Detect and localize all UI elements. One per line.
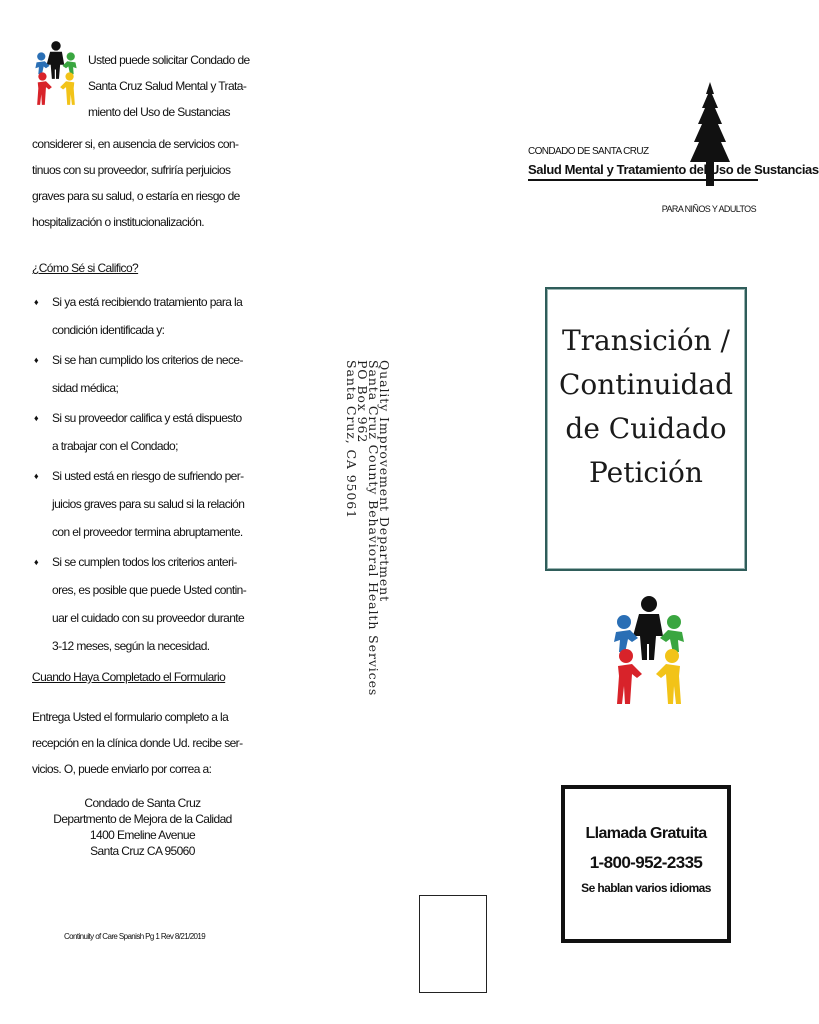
people-circle-icon <box>32 40 80 106</box>
title-line: Petición <box>589 456 703 489</box>
delivery-paragraph <box>32 704 242 782</box>
brand-logo <box>520 82 819 222</box>
phone-note: Se hablan varios idiomas <box>581 881 711 895</box>
bullet-text: sidad médica; <box>52 381 119 395</box>
list-item <box>32 404 247 460</box>
bullet-text: 3-12 meses, según la necesidad. <box>52 639 210 653</box>
return-address-line: Santa Cruz County Behavioral Health Services <box>366 360 381 697</box>
bullet-text: Si usted está en riesgo de sufriendo per- <box>52 469 244 483</box>
address-line: Condado de Santa Cruz <box>84 796 201 810</box>
address-line: Santa Cruz CA 95060 <box>90 844 195 858</box>
revision-footer: Continuity of Care Spanish Pg 1 Rev 8/21/2019 <box>64 932 206 941</box>
brand-subtitle: PARA NIÑOS Y ADULTOS <box>661 204 756 214</box>
bullet-text: juicios graves para su salud si la relación <box>52 497 245 511</box>
qualify-heading: ¿Cómo Sé si Califico? <box>32 261 139 275</box>
bullet-text: Si se han cumplido los criterios de nece- <box>52 353 243 367</box>
title-panel <box>545 287 747 571</box>
intro-line: Usted puede solicitar Condado de <box>88 53 250 67</box>
return-address-line: Quality Improvement Department <box>377 360 392 603</box>
intro-line: hospitalización o institucionalización. <box>32 215 205 229</box>
return-address <box>346 360 390 696</box>
brand-name: Salud Mental y Tratamiento del Uso de Sustancias <box>528 162 819 177</box>
diamond-bullet-icon: ♦ <box>34 557 38 567</box>
bullet-text: Si su proveedor califica y está dispuesto <box>52 411 242 425</box>
intro-line: miento del Uso de Sustancias <box>88 105 230 119</box>
list-item <box>32 548 247 660</box>
people-circle-icon <box>612 594 686 706</box>
brand-county: CONDADO DE SANTA CRUZ <box>528 146 649 157</box>
brand-divider <box>528 179 758 181</box>
bullet-text: ores, es posible que puede Usted contin- <box>52 583 247 597</box>
phone-number: 1-800-952-2335 <box>589 853 703 872</box>
bullet-text: uar el cuidado con su proveedor durante <box>52 611 245 625</box>
title-line: de Cuidado <box>565 412 727 445</box>
list-item <box>32 288 247 344</box>
criteria-list <box>32 288 247 662</box>
intro-line: tinuos con su proveedor, sufriría perjuicios <box>32 163 231 177</box>
bullet-text: Si se cumplen todos los criterios anteri- <box>52 555 237 569</box>
delivery-line: recepción en la clínica donde Ud. recibe ser- <box>32 736 243 750</box>
bullet-text: con el proveedor termina abruptamente. <box>52 525 243 539</box>
left-panel <box>0 0 250 1024</box>
diamond-bullet-icon: ♦ <box>34 355 38 365</box>
bullet-text: Si ya está recibiendo tratamiento para la <box>52 295 243 309</box>
stamp-box <box>419 895 487 993</box>
intro-paragraph <box>32 131 240 235</box>
intro-beside-logo <box>88 47 250 125</box>
phone-label: Llamada Gratuita <box>585 825 707 842</box>
mailing-address <box>30 795 255 859</box>
list-item <box>32 462 247 546</box>
bullet-text: a trabajar con el Condado; <box>52 439 178 453</box>
address-line: Departmento de Mejora de la Calidad <box>53 812 232 826</box>
title-line: Continuidad <box>558 368 734 401</box>
completed-heading: Cuando Haya Completado el Formulario <box>32 670 226 684</box>
title-line: Transición / <box>562 324 730 357</box>
delivery-line: Entrega Usted el formulario completo a la <box>32 710 229 724</box>
diamond-bullet-icon: ♦ <box>34 471 38 481</box>
return-address-line: Santa Cruz, CA 95061 <box>344 360 359 519</box>
delivery-line: vicios. O, puede enviarlo por correa a: <box>32 762 212 776</box>
intro-line: Santa Cruz Salud Mental y Trata- <box>88 79 247 93</box>
intro-line: considerer si, en ausencia de servicios con- <box>32 137 239 151</box>
phone-panel <box>561 785 731 943</box>
address-line: 1400 Emeline Avenue <box>89 828 196 842</box>
intro-line: graves para su salud, o estaría en riesgo de <box>32 189 240 203</box>
list-item <box>32 346 247 402</box>
diamond-bullet-icon: ♦ <box>34 413 38 423</box>
return-address-line: PO Box 962 <box>355 360 370 444</box>
bullet-text: condición identificada y: <box>52 323 165 337</box>
diamond-bullet-icon: ♦ <box>34 297 38 307</box>
